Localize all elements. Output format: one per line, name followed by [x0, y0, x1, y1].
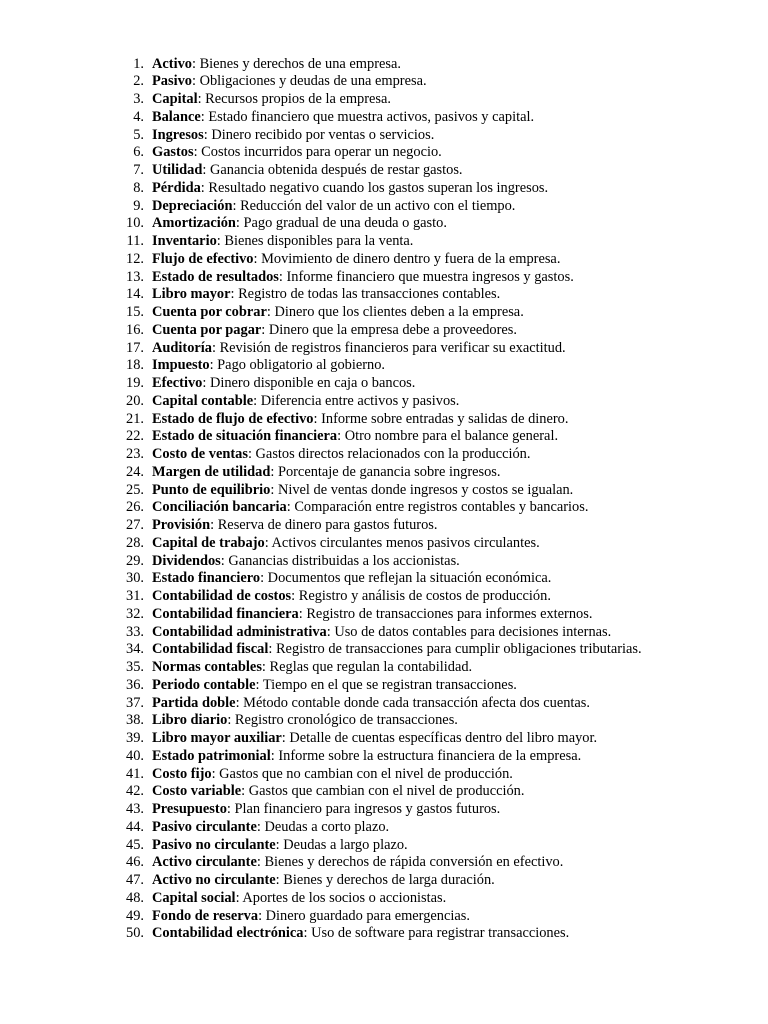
- item-term: Libro mayor auxiliar: [152, 730, 282, 746]
- glossary-item: [0, 144, 768, 162]
- item-term: Contabilidad administrativa: [152, 623, 327, 640]
- glossary-item: [0, 322, 768, 340]
- item-number: 6.: [133, 144, 144, 161]
- item-definition: : Detalle de cuentas específicas dentro del libro mayor.: [281, 730, 598, 746]
- item-definition: : Estado financiero que muestra activos, pasivos y capital.: [200, 108, 535, 125]
- item-definition: : Diferencia entre activos y pasivos.: [253, 392, 460, 409]
- glossary-item: [0, 553, 768, 571]
- item-definition: : Bienes y derechos de larga duración.: [275, 872, 495, 888]
- glossary-item: [0, 56, 768, 74]
- item-number: 3.: [133, 91, 144, 107]
- item-number: 37.: [126, 694, 144, 711]
- item-definition: : Reglas que regulan la contabilidad.: [261, 659, 473, 675]
- item-number: 43.: [126, 801, 144, 817]
- item-definition: : Dinero guardado para emergencias.: [258, 907, 470, 924]
- item-definition: : Comparación entre registros contables y bancarios.: [286, 499, 589, 516]
- item-number: 44.: [126, 818, 144, 835]
- item-definition: : Plan financiero para ingresos y gastos futuros.: [226, 801, 501, 817]
- item-term: Pérdida: [152, 179, 201, 196]
- glossary-item: [0, 215, 768, 233]
- item-term: Contabilidad fiscal: [152, 641, 269, 658]
- item-number: 21.: [126, 410, 144, 427]
- item-number: 42.: [126, 783, 144, 800]
- glossary-item: [0, 446, 768, 464]
- item-number: 28.: [126, 534, 144, 551]
- item-term: Contabilidad financiera: [152, 605, 299, 622]
- item-number: 35.: [126, 659, 144, 675]
- item-term: Balance: [152, 108, 201, 125]
- item-term: Activo circulante: [152, 854, 257, 871]
- item-definition: : Gastos que cambian con el nivel de producción.: [241, 783, 525, 800]
- item-term: Capital social: [152, 889, 236, 906]
- item-number: 50.: [126, 925, 144, 942]
- glossary-item: [0, 393, 768, 411]
- item-term: Fondo de reserva: [152, 907, 259, 924]
- item-definition: : Revisión de registros financieros para verificar su exactitud.: [211, 339, 566, 356]
- item-definition: : Uso de software para registrar transacciones.: [303, 925, 570, 942]
- item-number: 14.: [126, 286, 144, 303]
- item-definition: : Tiempo en el que se registran transacciones.: [255, 676, 517, 693]
- item-number: 36.: [126, 676, 144, 693]
- item-term: Utilidad: [152, 162, 203, 178]
- item-term: Partida doble: [152, 694, 236, 711]
- glossary-item: [0, 854, 768, 872]
- item-term: Estado de situación financiera: [152, 428, 338, 445]
- glossary-item: [0, 890, 768, 908]
- item-number: 13.: [126, 268, 144, 285]
- glossary-item: [0, 162, 768, 180]
- glossary-item: [0, 286, 768, 304]
- item-definition: : Dinero recibido por ventas o servicios.: [203, 126, 435, 143]
- item-number: 26.: [126, 499, 144, 516]
- item-definition: : Gastos que no cambian con el nivel de producción.: [211, 765, 513, 782]
- item-definition: : Bienes disponibles para la venta.: [216, 233, 414, 249]
- item-definition: : Reducción del valor de un activo con el tiempo.: [232, 197, 516, 214]
- item-number: 45.: [126, 836, 144, 853]
- glossary-item: [0, 872, 768, 890]
- item-number: 40.: [126, 747, 144, 764]
- item-definition: : Pago obligatorio al gobierno.: [209, 357, 386, 374]
- item-definition: : Método contable donde cada transacción afecta dos cuentas.: [235, 694, 590, 711]
- glossary-item: [0, 624, 768, 642]
- item-definition: : Dinero que la empresa debe a proveedores.: [261, 321, 518, 338]
- item-definition: : Aportes de los socios o accionistas.: [235, 889, 447, 906]
- item-number: 31.: [126, 588, 144, 604]
- item-term: Presupuesto: [152, 801, 227, 817]
- item-definition: : Porcentaje de ganancia sobre ingresos.: [270, 463, 501, 480]
- item-number: 41.: [126, 765, 144, 782]
- item-number: 46.: [126, 854, 144, 871]
- glossary-item: [0, 677, 768, 695]
- item-number: 30.: [126, 570, 144, 587]
- item-term: Pasivo circulante: [152, 818, 257, 835]
- glossary-item: [0, 127, 768, 145]
- item-number: 11.: [126, 233, 144, 249]
- glossary-item: [0, 837, 768, 855]
- item-number: 5.: [133, 126, 144, 143]
- item-number: 32.: [126, 605, 144, 622]
- item-number: 22.: [126, 428, 144, 445]
- item-definition: : Ganancias distribuidas a los accionistas.: [220, 552, 460, 569]
- item-term: Ingresos: [152, 126, 204, 143]
- item-number: 9.: [133, 197, 144, 214]
- item-number: 20.: [126, 392, 144, 409]
- item-term: Flujo de efectivo: [152, 250, 254, 267]
- item-definition: : Reserva de dinero para gastos futuros.: [210, 517, 438, 533]
- glossary-item: [0, 464, 768, 482]
- glossary-item: [0, 695, 768, 713]
- glossary-item: [0, 641, 768, 659]
- item-term: Conciliación bancaria: [152, 499, 287, 516]
- item-definition: : Informe sobre entradas y salidas de dinero.: [313, 410, 569, 427]
- item-definition: : Informe financiero que muestra ingresos y gastos.: [278, 268, 574, 285]
- item-number: 17.: [126, 339, 144, 356]
- item-term: Costo variable: [152, 783, 242, 800]
- item-number: 12.: [126, 250, 144, 267]
- item-number: 15.: [126, 304, 144, 320]
- item-number: 8.: [133, 179, 144, 196]
- glossary-item: [0, 411, 768, 429]
- item-number: 38.: [126, 712, 144, 729]
- item-number: 48.: [126, 889, 144, 906]
- glossary-item: [0, 588, 768, 606]
- item-term: Periodo contable: [152, 676, 256, 693]
- item-definition: : Costos incurridos para operar un negocio.: [193, 144, 442, 161]
- glossary-item: [0, 606, 768, 624]
- item-definition: : Dinero que los clientes deben a la empresa.: [266, 304, 524, 320]
- item-number: 47.: [126, 872, 144, 888]
- item-term: Libro diario: [152, 712, 228, 729]
- item-term: Activo: [152, 55, 192, 72]
- item-term: Contabilidad de costos: [152, 588, 292, 604]
- item-definition: : Nivel de ventas donde ingresos y costos se igualan.: [270, 481, 574, 498]
- item-number: 34.: [126, 641, 144, 658]
- glossary-item: [0, 819, 768, 837]
- glossary-item: [0, 375, 768, 393]
- glossary-item: [0, 198, 768, 216]
- item-number: 19.: [126, 375, 144, 391]
- glossary-item: [0, 499, 768, 517]
- item-definition: : Deudas a corto plazo.: [256, 818, 390, 835]
- item-definition: : Documentos que reflejan la situación económica.: [260, 570, 552, 587]
- item-definition: : Pago gradual de una deuda o gasto.: [235, 215, 447, 232]
- item-definition: : Otro nombre para el balance general.: [337, 428, 559, 445]
- item-term: Pasivo: [152, 73, 192, 90]
- item-term: Inventario: [152, 233, 217, 249]
- item-term: Capital: [152, 91, 198, 107]
- glossary-item: [0, 269, 768, 287]
- glossary-item: [0, 428, 768, 446]
- glossary-item: [0, 925, 768, 943]
- item-term: Impuesto: [152, 357, 210, 374]
- item-term: Pasivo no circulante: [152, 836, 276, 853]
- item-term: Amortización: [152, 215, 236, 232]
- item-definition: : Registro de todas las transacciones contables.: [230, 286, 501, 303]
- glossary-item: [0, 748, 768, 766]
- item-definition: : Informe sobre la estructura financiera de la empresa.: [270, 747, 582, 764]
- item-term: Estado patrimonial: [152, 747, 271, 764]
- item-term: Efectivo: [152, 375, 203, 391]
- item-definition: : Resultado negativo cuando los gastos superan los ingresos.: [200, 179, 549, 196]
- item-definition: : Activos circulantes menos pasivos circulantes.: [264, 534, 540, 551]
- item-number: 29.: [126, 552, 144, 569]
- item-term: Libro mayor: [152, 286, 231, 303]
- item-number: 4.: [133, 108, 144, 125]
- item-number: 1.: [133, 55, 144, 72]
- item-term: Auditoría: [152, 339, 212, 356]
- glossary-item: [0, 109, 768, 127]
- glossary-item: [0, 517, 768, 535]
- item-term: Cuenta por cobrar: [152, 304, 267, 320]
- item-number: 23.: [126, 446, 144, 462]
- item-definition: : Dinero disponible en caja o bancos.: [202, 375, 416, 391]
- glossary-item: [0, 783, 768, 801]
- item-term: Contabilidad electrónica: [152, 925, 304, 942]
- item-definition: : Uso de datos contables para decisiones internas.: [326, 623, 612, 640]
- item-definition: : Deudas a largo plazo.: [275, 836, 408, 853]
- item-number: 27.: [126, 517, 144, 533]
- item-definition: : Movimiento de dinero dentro y fuera de la empresa.: [253, 250, 561, 267]
- item-definition: : Gastos directos relacionados con la producción.: [247, 446, 531, 462]
- item-definition: : Registro de transacciones para informes externos.: [298, 605, 593, 622]
- glossary-item: [0, 659, 768, 677]
- glossary-item: [0, 357, 768, 375]
- item-number: 7.: [133, 162, 144, 178]
- item-number: 10.: [126, 215, 144, 232]
- glossary-item: [0, 304, 768, 322]
- glossary-item: [0, 180, 768, 198]
- item-term: Depreciación: [152, 197, 233, 214]
- item-term: Cuenta por pagar: [152, 321, 262, 338]
- glossary-item: [0, 801, 768, 819]
- item-term: Costo de ventas: [152, 446, 248, 462]
- item-term: Margen de utilidad: [152, 463, 271, 480]
- glossary-item: [0, 908, 768, 926]
- item-term: Estado de flujo de efectivo: [152, 410, 314, 427]
- glossary-item: [0, 91, 768, 109]
- item-term: Punto de equilibrio: [152, 481, 271, 498]
- item-definition: : Obligaciones y deudas de una empresa.: [191, 73, 427, 90]
- item-term: Estado de resultados: [152, 268, 279, 285]
- item-number: 24.: [126, 463, 144, 480]
- item-number: 33.: [126, 623, 144, 640]
- glossary-item: [0, 535, 768, 553]
- item-number: 49.: [126, 907, 144, 924]
- glossary-list: [0, 56, 768, 944]
- item-number: 2.: [133, 73, 144, 90]
- item-term: Activo no circulante: [152, 872, 276, 888]
- item-term: Dividendos: [152, 552, 221, 569]
- item-term: Capital de trabajo: [152, 534, 265, 551]
- item-definition: : Recursos propios de la empresa.: [197, 91, 392, 107]
- item-term: Capital contable: [152, 392, 254, 409]
- glossary-item: [0, 233, 768, 251]
- glossary-item: [0, 251, 768, 269]
- glossary-item: [0, 712, 768, 730]
- glossary-item: [0, 730, 768, 748]
- item-term: Normas contables: [152, 659, 262, 675]
- item-number: 25.: [126, 481, 144, 498]
- item-definition: : Bienes y derechos de una empresa.: [191, 55, 401, 72]
- item-definition: : Bienes y derechos de rápida conversión en efectivo.: [256, 854, 564, 871]
- item-number: 16.: [126, 321, 144, 338]
- glossary-item: [0, 340, 768, 358]
- item-definition: : Registro y análisis de costos de producción.: [291, 588, 551, 604]
- glossary-item: [0, 766, 768, 784]
- item-definition: : Ganancia obtenida después de restar gastos.: [202, 162, 463, 178]
- item-definition: : Registro de transacciones para cumplir obligaciones tributarias.: [268, 641, 642, 658]
- item-term: Gastos: [152, 144, 194, 161]
- item-number: 39.: [126, 730, 144, 746]
- glossary-item: [0, 73, 768, 91]
- glossary-item: [0, 570, 768, 588]
- item-term: Estado financiero: [152, 570, 261, 587]
- item-term: Costo fijo: [152, 765, 212, 782]
- item-term: Provisión: [152, 517, 211, 533]
- item-number: 18.: [126, 357, 144, 374]
- glossary-item: [0, 482, 768, 500]
- item-definition: : Registro cronológico de transacciones.: [227, 712, 458, 729]
